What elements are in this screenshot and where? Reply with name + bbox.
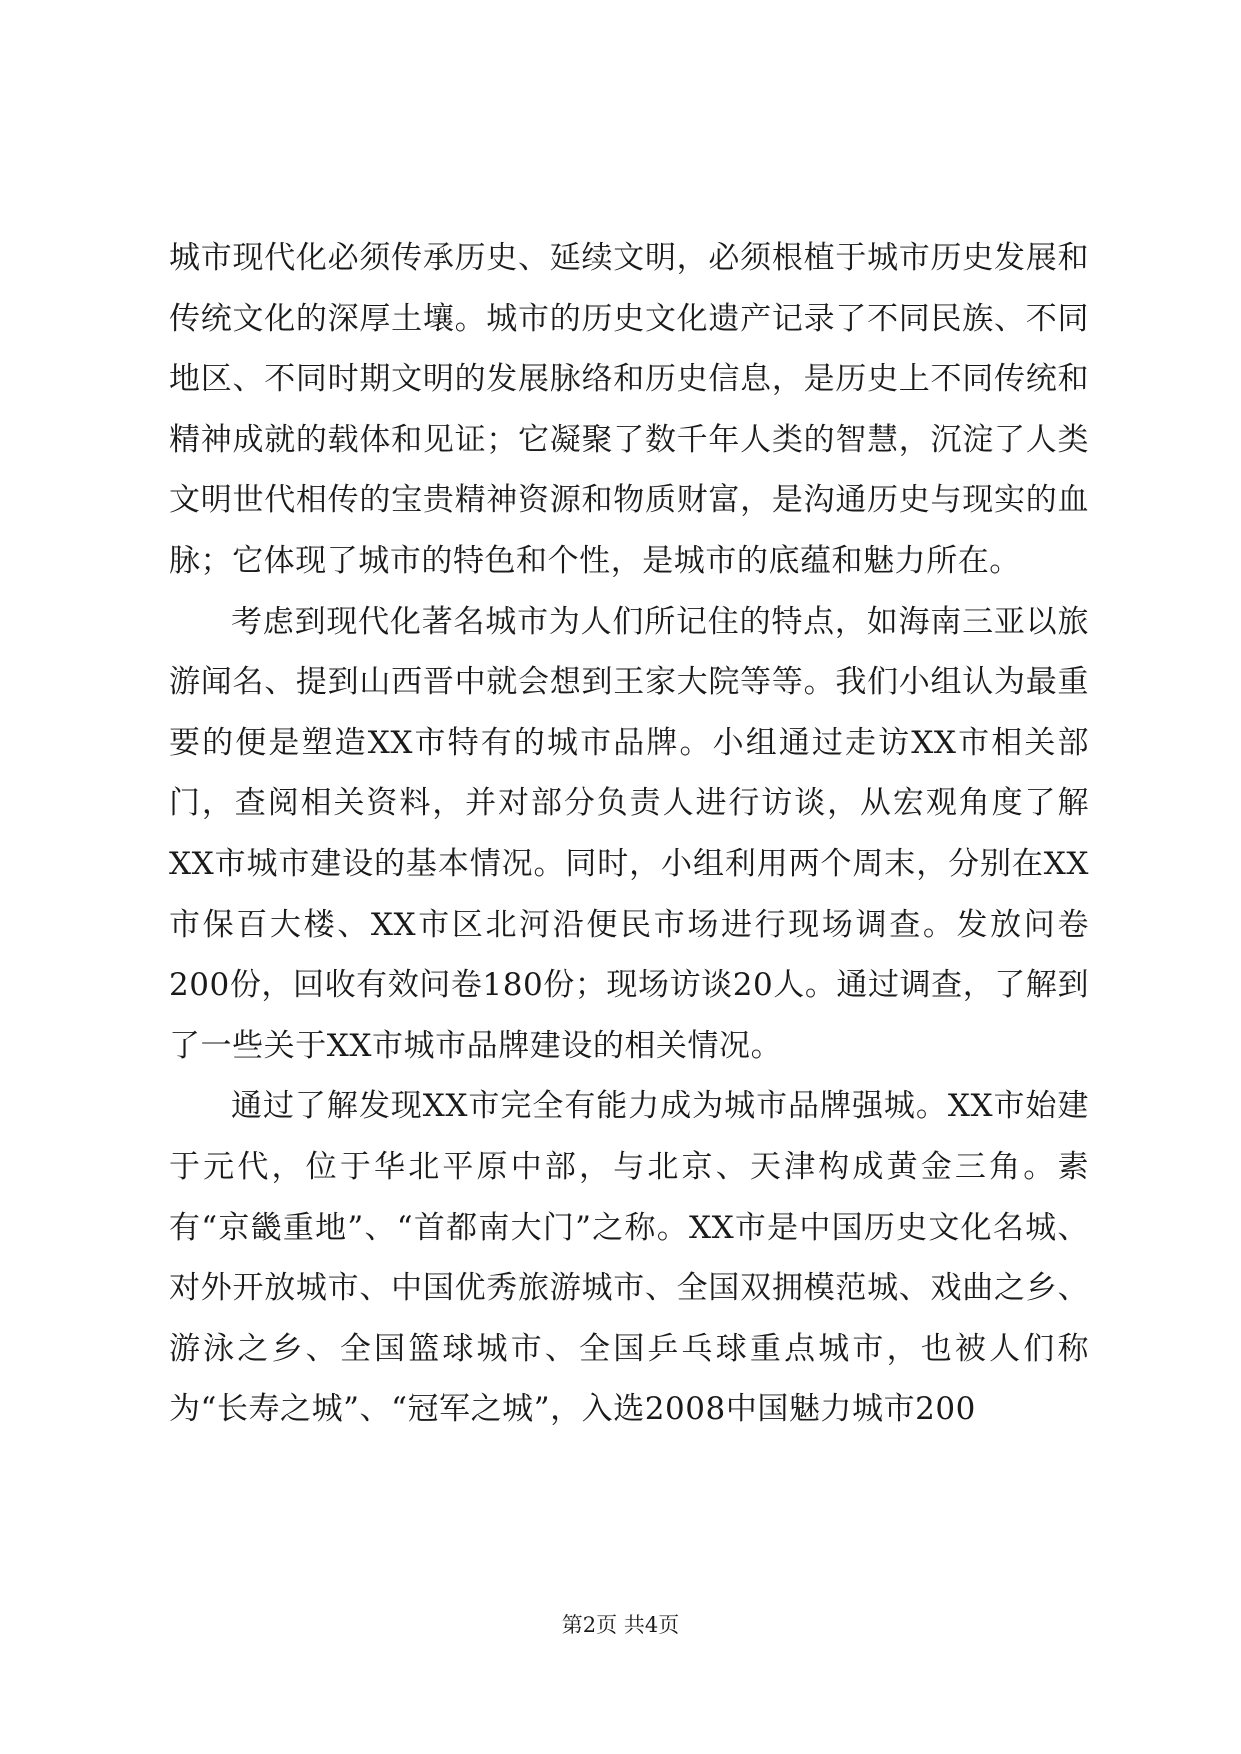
paragraph-3: 通过了解发现XX市完全有能力成为城市品牌强城。XX市始建于元代，位于华北平原中部，与北京、天津构成黄金三角。素有“京畿重地”、“首都南大门”之称。XX市是中国历史文化名城、对外开放城市、中国优秀旅游城市、全国双拥模范城、戏曲之乡、游泳之乡、全国篮球城市、全国乒乓球重点城市，也被人们称为“长寿之城”、“冠军之城”，入选2008中国魅力城市200 bbox=[169, 1088, 1089, 1428]
page-footer bbox=[0, 1610, 1241, 1640]
paragraph-2: 考虑到现代化著名城市为人们所记住的特点，如海南三亚以旅游闻名、提到山西晋中就会想到王家大院等等。我们小组认为最重要的便是塑造XX市特有的城市品牌。小组通过走访XX市相关部门，查阅相关资料，并对部分负责人进行访谈，从宏观角度了解XX市城市建设的基本情况。同时，小组利用两个周末，分别在XX市保百大楼、XX市区北河沿便民市场进行现场调查。发放问卷200份，回收有效问卷180份；现场访谈20人。通过调查，了解到了一些关于XX市城市品牌建设的相关情况。 bbox=[169, 603, 1089, 1064]
paragraph-1: 城市现代化必须传承历史、延续文明，必须根植于城市历史发展和传统文化的深厚土壤。城市的历史文化遗产记录了不同民族、不同地区、不同时期文明的发展脉络和历史信息，是历史上不同传统和精神成就的载体和见证；它凝聚了数千年人类的智慧，沉淀了人类文明世代相传的宝贵精神资源和物质财富，是沟通历史与现实的血脉；它体现了城市的特色和个性，是城市的底蕴和魅力所在。 bbox=[169, 240, 1089, 579]
document-body bbox=[169, 228, 1089, 1440]
page-number-label: 第2页 共4页 bbox=[561, 1613, 680, 1637]
